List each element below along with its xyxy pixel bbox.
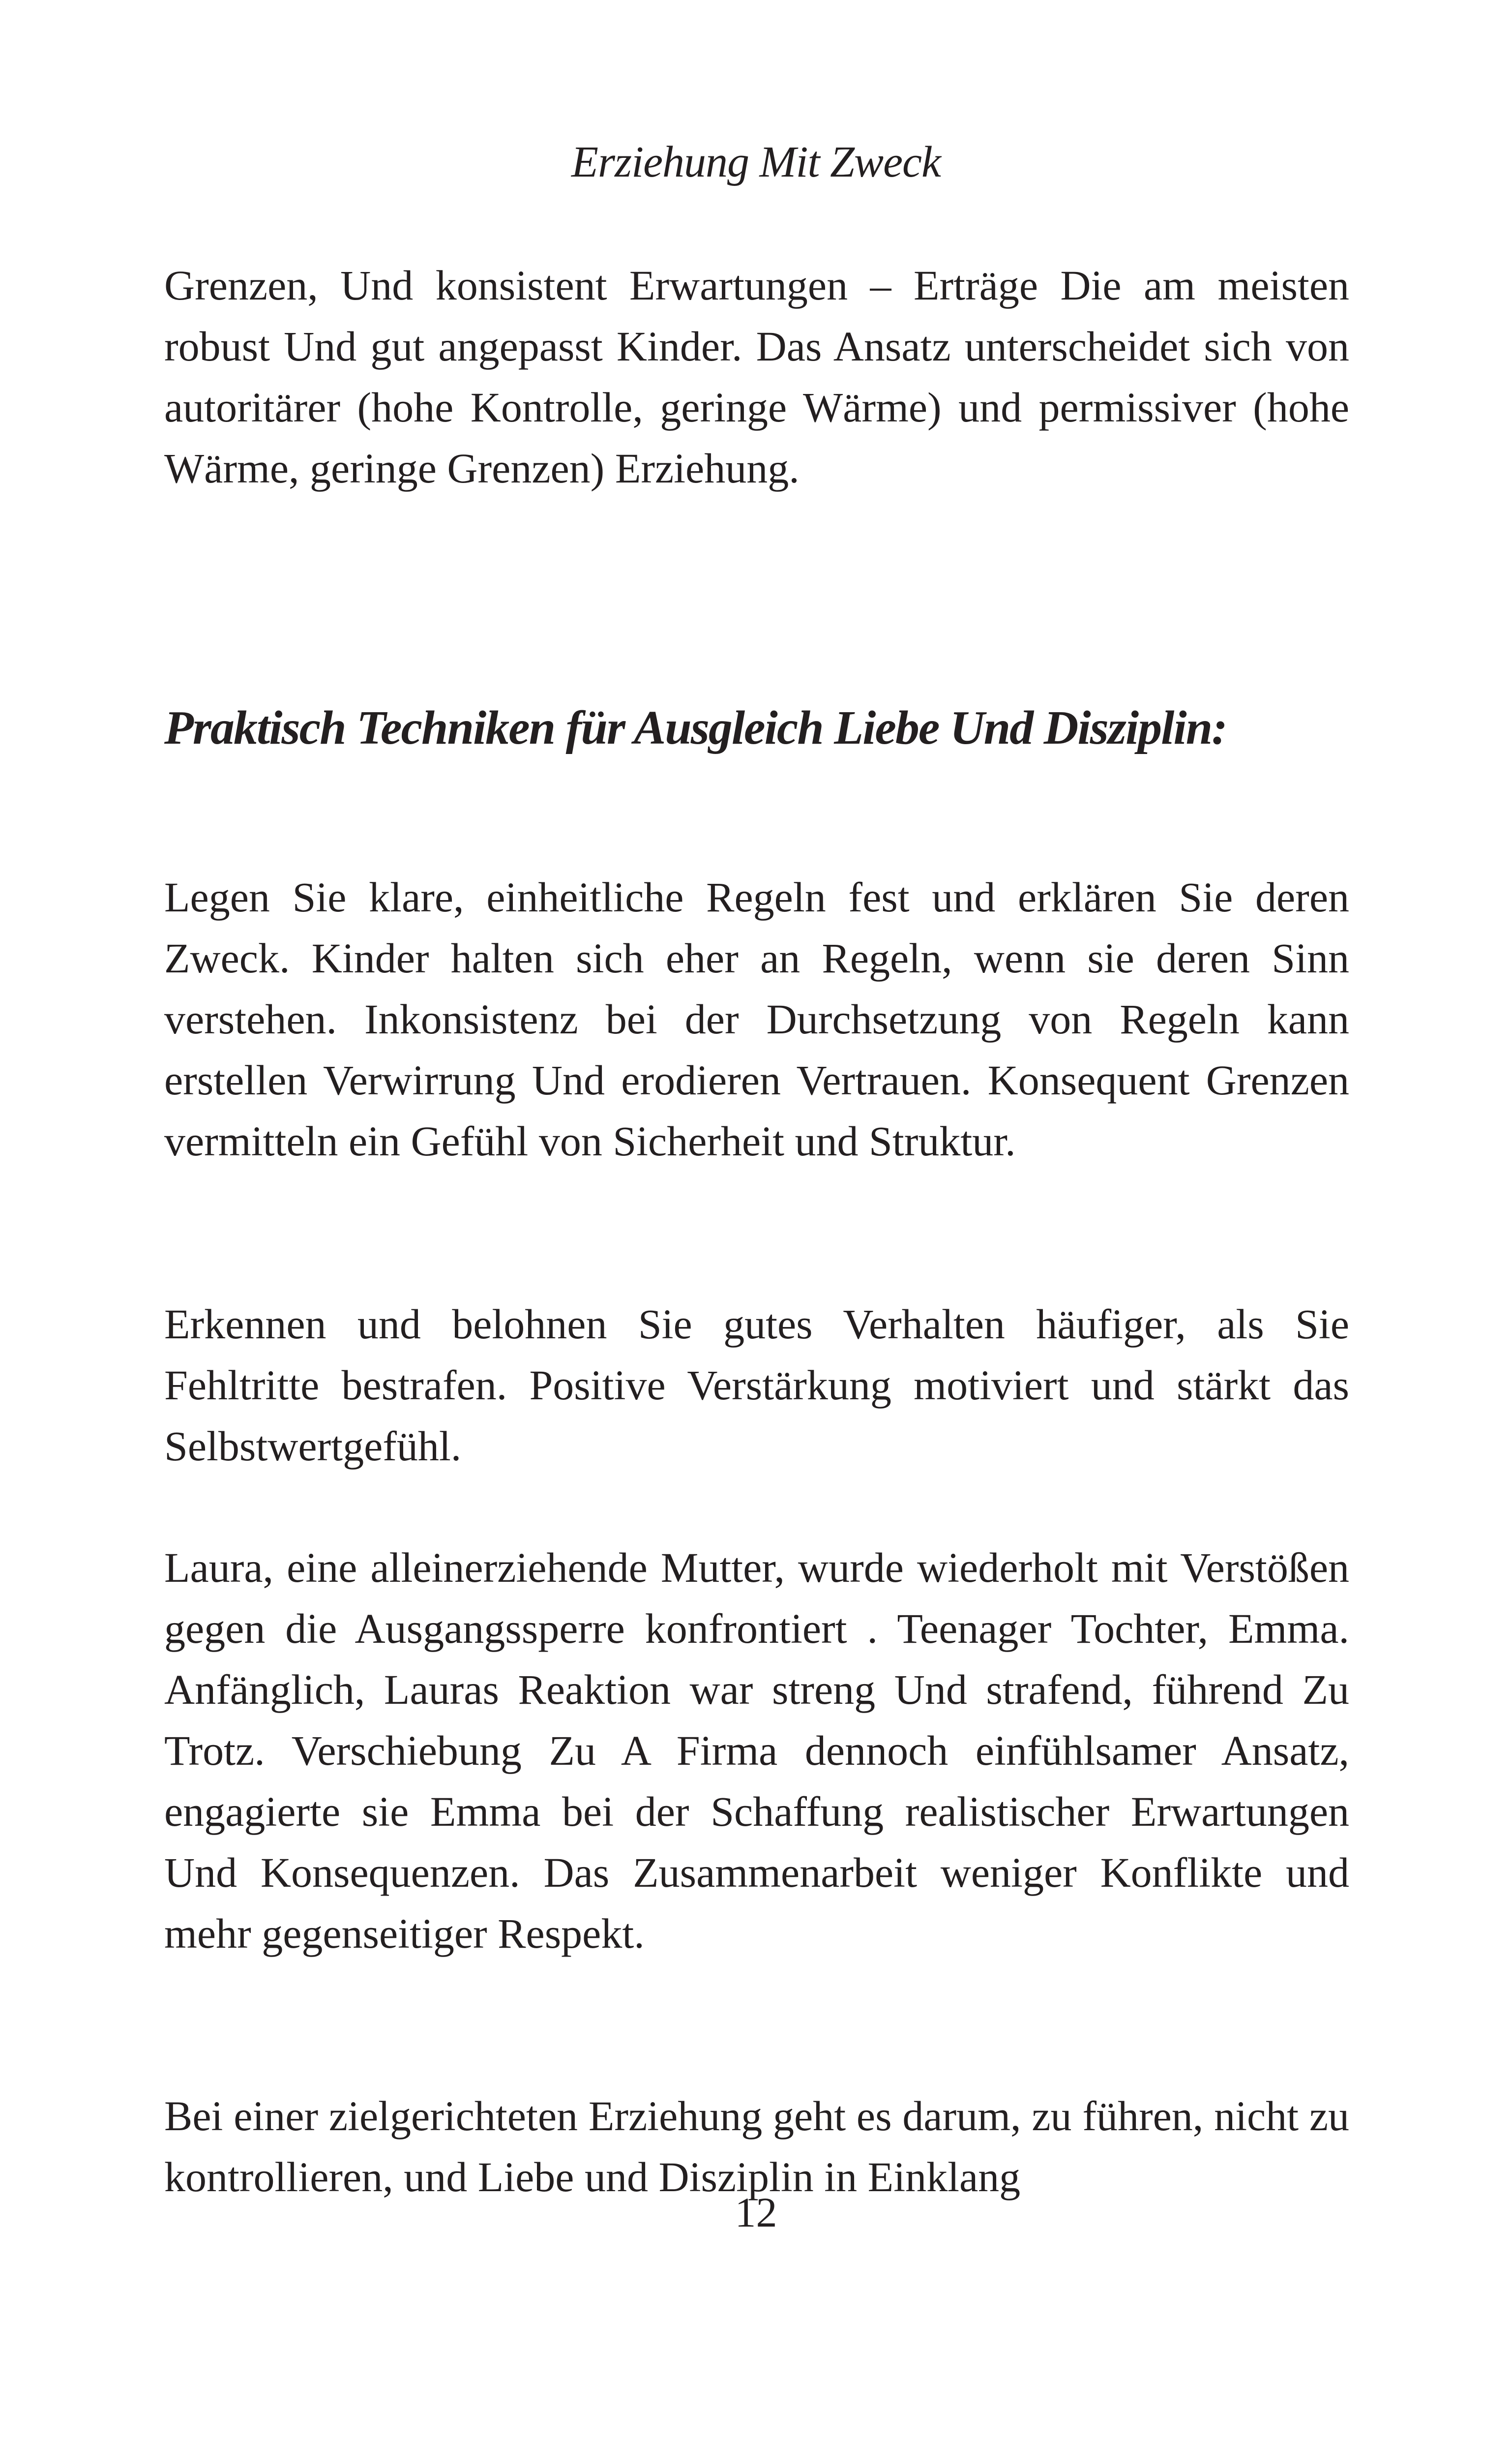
paragraph-positive-reinforcement: Erkennen und belohnen Sie gutes Verhalten häufiger, als Sie Fehltritte bestrafen. Positive Verstärkung motiviert und stärkt das Selbstwertgefühl.	[164, 1300, 1349, 1470]
section-heading: Praktisch Techniken für Ausgleich Liebe Und Disziplin:	[164, 701, 1227, 754]
page-number: 12	[735, 2189, 777, 2236]
paragraph-purposeful-parenting: Bei einer zielgerichteten Erziehung geht es darum, zu führen, nicht zu kontrollieren, und Liebe und Disziplin in Einklang	[164, 2092, 1349, 2201]
running-head: Erziehung Mit Zweck	[571, 138, 941, 186]
paragraph-laura-example: Laura, eine alleinerziehende Mutter, wurde wiederholt mit Verstößen gegen die Ausgangssperre konfrontiert . Teenager Tochter, Emma. Anfänglich, Lauras Reaktion war streng Und strafend, führend Zu Trotz. Verschiebung Zu A Firma dennoch einfühlsamer Ansatz, engagierte sie Emma bei der Schaffung realistischer Erwartungen Und Konsequenzen. Das Zusammenarbeit weniger Konflikte und mehr gegenseitiger Respekt.	[164, 1544, 1349, 1957]
paragraph-parenting-styles: Grenzen, Und konsistent Erwartungen – Erträge Die am meisten robust Und gut angepasst Kinder. Das Ansatz unterscheidet sich von autoritärer (hohe Kontrolle, geringe Wärme) und permissiver (hohe Wärme, geringe Grenzen) Erziehung.	[164, 262, 1349, 492]
paragraph-clear-rules: Legen Sie klare, einheitliche Regeln fest und erklären Sie deren Zweck. Kinder halten sich eher an Regeln, wenn sie deren Sinn verstehen. Inkonsistenz bei der Durchsetzung von Regeln kann erstellen Verwirrung Und erodieren Vertrauen. Konsequent Grenzen vermitteln ein Gefühl von Sicherheit und Struktur.	[164, 874, 1349, 1165]
